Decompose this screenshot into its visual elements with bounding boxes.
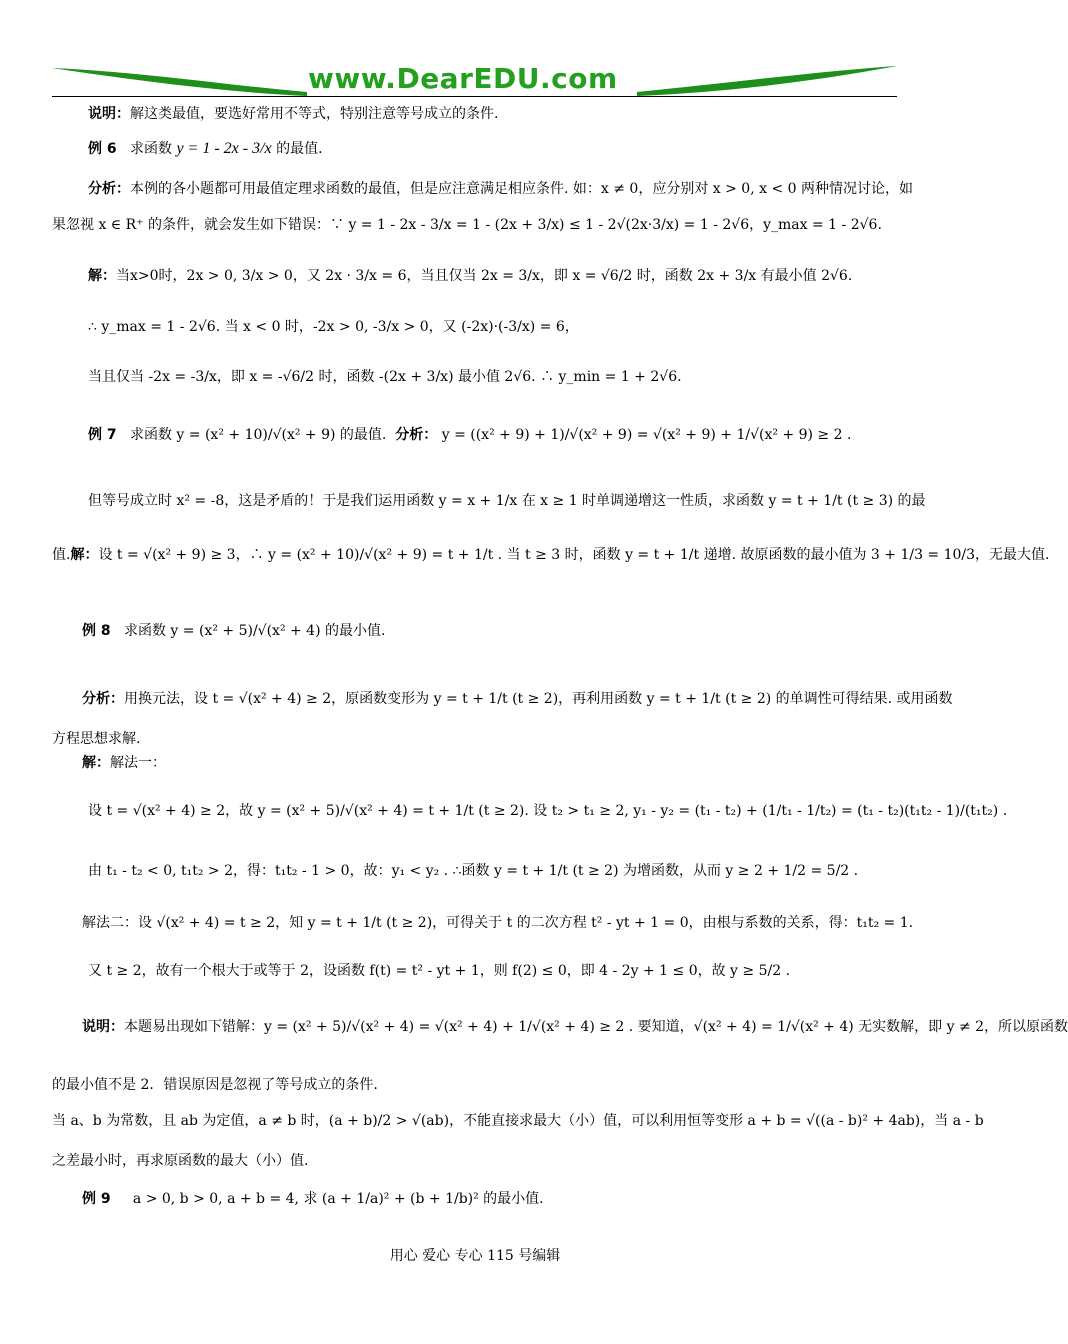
example-6-solution-line-3: 当且仅当 -2x = -3/x，即 x = -√6/2 时，函数 -(2x + 3/x) 最小值 2√6. ∴ y_min = 1 + 2√6. bbox=[88, 369, 682, 385]
example-9-heading bbox=[82, 1188, 544, 1208]
example-8-note-line-3: 当 a、b 为常数，且 ab 为定值，a ≠ b 时，(a + b)/2 > √(ab)，不能直接求最大（小）值，可以利用恒等变形 a + b = √((a - b)² + 4ab)，当 a - b bbox=[52, 1113, 984, 1129]
analysis-label: 分析： bbox=[88, 181, 130, 197]
example-8-analysis-label: 分析： bbox=[82, 691, 124, 707]
solution-text: 当x>0时，2x > 0, 3/x > 0，又 2x · 3/x = 6，当且仅当 2x = 3/x，即 x = √6/2 时，函数 2x + 3/x 有最小值 2√6. bbox=[116, 268, 853, 284]
example-8-analysis-line-1 bbox=[82, 688, 953, 708]
example-6-tail: 的最值. bbox=[276, 141, 323, 157]
example-8-analysis-text: 用换元法，设 t = √(x² + 4) ≥ 2，原函数变形为 y = t + 1/t (t ≥ 2)，再利用函数 y = t + 1/t (t ≥ 2) 的单调性可得结果. 或用函数 bbox=[124, 691, 953, 707]
example-7-prompt: 求函数 y = (x² + 10)/√(x² + 9) 的最值. bbox=[129, 427, 387, 443]
example-8-note-line-4: 之差最小时，再求原函数的最大（小）值. bbox=[52, 1153, 309, 1169]
solution-label: 解： bbox=[88, 268, 116, 284]
note-label: 说明： bbox=[88, 106, 130, 122]
example-7-line-2: 但等号成立时 x² = -8，这是矛盾的！于是我们运用函数 y = x + 1/x 在 x ≥ 1 时单调递增这一性质，求函数 y = t + 1/t (t ≥ 3) 的最 bbox=[88, 493, 926, 509]
example-6-label: 例 6 bbox=[88, 141, 117, 157]
example-7-solution-text: 设 t = √(x² + 9) ≥ 3，∴ y = (x² + 10)/√(x² + 9) = t + 1/t . 当 t ≥ 3 时，函数 y = t + 1/t 递增. 故原函数的最小值为 3 + 1/3 = 10/3，无最大值. bbox=[98, 547, 1050, 563]
example-6-solution-line-1 bbox=[88, 265, 852, 285]
analysis-text: 本例的各小题都可用最值定理求函数的最值，但是应注意满足相应条件. 如：x ≠ 0，应分别对 x > 0, x < 0 两种情况讨论，如 bbox=[130, 181, 913, 197]
example-6-heading bbox=[88, 138, 323, 158]
example-9-label: 例 9 bbox=[82, 1191, 111, 1207]
note-paragraph bbox=[88, 103, 498, 123]
example-8-heading bbox=[82, 620, 385, 640]
example-8-solution-method-2: 解法二：设 √(x² + 4) = t ≥ 2，知 y = t + 1/t (t ≥ 2)，可得关于 t 的二次方程 t² - yt + 1 = 0，由根与系数的关系，得：t₁t₂ = 1. bbox=[82, 915, 914, 931]
example-6-prompt: 求函数 bbox=[129, 141, 172, 157]
example-6-analysis-line-2: 果忽视 x ∈ R⁺ 的条件，就会发生如下错误：∵ y = 1 - 2x - 3/x = 1 - (2x + 3/x) ≤ 1 - 2√(2x·3/x) = 1 - 2√6，y_max = 1 - 2√6. bbox=[52, 217, 882, 233]
example-7-heading bbox=[88, 424, 851, 444]
example-8-note-line-1 bbox=[82, 1016, 1068, 1036]
example-7-analysis: y = ((x² + 9) + 1)/√(x² + 9) = √(x² + 9) + 1/√(x² + 9) ≥ 2 . bbox=[441, 427, 852, 443]
example-7-line-3 bbox=[52, 544, 1050, 564]
example-8-solution-label: 解： bbox=[82, 755, 110, 771]
example-6-analysis-line-1 bbox=[88, 178, 913, 198]
example-8-label: 例 8 bbox=[82, 623, 111, 639]
example-7-line-3-start: 值. bbox=[52, 547, 71, 563]
example-8-note-line-2: 的最小值不是 2．错误原因是忽视了等号成立的条件. bbox=[52, 1077, 378, 1093]
note-text: 解这类最值，要选好常用不等式，特别注意等号成立的条件. bbox=[130, 106, 499, 122]
example-7-solution-label: 解： bbox=[70, 547, 99, 563]
example-8-prompt: 求函数 y = (x² + 5)/√(x² + 4) 的最小值. bbox=[123, 623, 386, 639]
example-9-prompt: a > 0, b > 0, a + b = 4, 求 (a + 1/a)² + (b + 1/b)² 的最小值. bbox=[132, 1191, 544, 1207]
site-logo[interactable]: www.DearEDU.com bbox=[308, 62, 618, 95]
example-8-solution-line-3: 又 t ≥ 2，故有一个根大于或等于 2，设函数 f(t) = t² - yt + 1，则 f(2) ≤ 0，即 4 - 2y + 1 ≤ 0，故 y ≥ 5/2 . bbox=[88, 963, 791, 979]
example-8-solution-method-1 bbox=[82, 752, 166, 772]
page-footer: 用心 爱心 专心 115 号编辑 bbox=[389, 1248, 561, 1264]
example-8-solution-line-1: 设 t = √(x² + 4) ≥ 2，故 y = (x² + 5)/√(x² + 4) = t + 1/t (t ≥ 2). 设 t₂ > t₁ ≥ 2, y₁ - y₂ = (t₁ - t₂) + (1/t₁ - 1/t₂) = (t₁ - t₂)(t₁t₂ - 1)/(t₁t₂) . bbox=[88, 803, 1008, 819]
example-7-label: 例 7 bbox=[88, 427, 117, 443]
example-7-analysis-label: 分析： bbox=[395, 427, 438, 443]
example-8-analysis-line-2: 方程思想求解. bbox=[52, 731, 141, 747]
header-rule bbox=[52, 96, 897, 97]
example-8-note-label: 说明： bbox=[82, 1019, 124, 1035]
example-8-note-text: 本题易出现如下错解：y = (x² + 5)/√(x² + 4) = √(x² + 4) + 1/√(x² + 4) ≥ 2 . 要知道，√(x² + 4) = 1/√(x² + 4) 无实数解，即 y ≠ 2，所以原函数 bbox=[124, 1019, 1068, 1035]
example-8-solution-line-2: 由 t₁ - t₂ < 0, t₁t₂ > 2，得：t₁t₂ - 1 > 0，故：y₁ < y₂ . ∴函数 y = t + 1/t (t ≥ 2) 为增函数，从而 y ≥ 2 + 1/2 = 5/2 . bbox=[88, 863, 859, 879]
example-6-solution-line-2: ∴ y_max = 1 - 2√6. 当 x < 0 时，-2x > 0, -3/x > 0，又 (-2x)·(-3/x) = 6， bbox=[88, 319, 579, 335]
method-1-label: 解法一： bbox=[110, 755, 166, 771]
example-6-formula: y = 1 - 2x - 3/x bbox=[176, 140, 272, 157]
